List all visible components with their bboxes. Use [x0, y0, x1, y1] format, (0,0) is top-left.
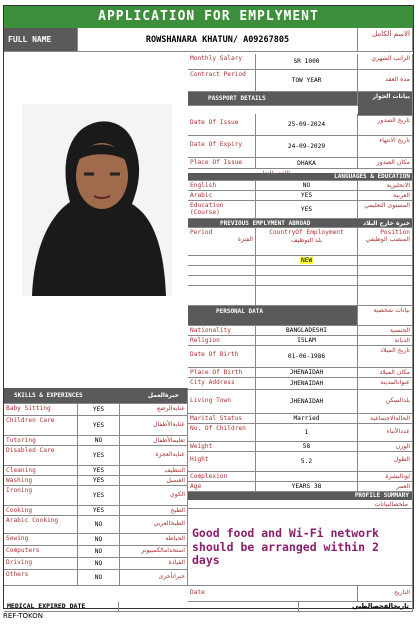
skill-value: YES: [78, 416, 120, 436]
dob-value: 01-06-1986: [256, 346, 358, 368]
country-label: CountryOf Employment: [269, 229, 344, 236]
city-label: City Address: [188, 378, 256, 390]
arabic-label: Arabic: [188, 191, 256, 201]
children-label: No. Of Children: [188, 424, 256, 442]
country-col: [256, 228, 358, 256]
applicant-photo: [22, 104, 172, 296]
skill-label: Cleaning: [4, 466, 78, 476]
contract-value: TOW YEAR: [256, 70, 358, 92]
height-arabic: الطول: [358, 452, 413, 472]
skill-label: Sewing: [4, 534, 78, 546]
medical-expired-arabic: تاريخالفحصالطبي: [299, 602, 413, 612]
skill-label: Arabic Cooking: [4, 516, 78, 534]
nationality-label: Nationality: [188, 326, 256, 336]
living-arabic: بلدالسكن: [358, 390, 413, 414]
skill-arabic: الغسيل: [120, 476, 188, 486]
prev-header-text: PREVIOUS EMPLYMENT ABROAD: [220, 220, 311, 227]
prev-empty-1: [188, 266, 256, 276]
skill-label: Computers: [4, 546, 78, 558]
issue-date-value: 25-09-2024: [256, 114, 358, 136]
skill-label: Tutoring: [4, 436, 78, 446]
complexion-label: Complexion: [188, 472, 256, 482]
personal-header: PERSONAL DATA: [188, 306, 358, 326]
pob-value: JHENAIDAH: [256, 368, 358, 378]
marital-arabic: الحالةالاجتماعية: [358, 414, 413, 424]
skill-arabic: عنايةالأطفال: [120, 416, 188, 436]
expiry-date-label: Date Of Expiry: [188, 136, 256, 158]
skill-value: YES: [78, 466, 120, 476]
marital-value: Married: [256, 414, 358, 424]
country-arabic: بلد التوظيف: [291, 237, 322, 244]
issue-date-arabic: تاريخ الصدور: [358, 116, 413, 136]
skill-arabic: القيادة: [120, 558, 188, 570]
english-arabic: الانجليزية: [358, 181, 413, 191]
period-col: [188, 228, 256, 256]
profile-note: Good food and Wi-Fi network should be arranged within 2 days: [192, 526, 379, 567]
salary-value: SR 1000: [256, 54, 358, 70]
skill-value: YES: [78, 404, 120, 416]
medical-expired-label: MEDICAL EXPIRED DATE: [4, 602, 119, 612]
full-name-value: ROWSHANARA KHATUN/ A09267805: [78, 28, 358, 52]
skill-label: Others: [4, 570, 78, 586]
prev-row-country: [256, 256, 358, 266]
personal-header-arabic: بيانات شخصية: [358, 306, 413, 326]
salary-label: Monthly Salary: [188, 54, 256, 70]
religion-arabic: الديانة: [358, 336, 413, 346]
skill-value: YES: [78, 476, 120, 486]
height-label: Hight: [188, 452, 256, 472]
expiry-date-arabic: تاريخ الانتهاء: [358, 136, 413, 158]
skill-arabic: الطبخالعربي: [120, 516, 188, 534]
english-label: English: [188, 181, 256, 191]
skill-value: NO: [78, 516, 120, 534]
weight-label: Weight: [188, 442, 256, 452]
prev-row-position: [358, 256, 413, 266]
english-value: NO: [256, 181, 358, 191]
issue-date-label: Date Of Issue: [188, 114, 256, 136]
prev-empty-3: [358, 266, 413, 276]
skills-header-text: SKILLS & EXPERINCES: [14, 392, 83, 399]
prev-empty-6: [358, 276, 413, 286]
nationality-arabic: الجنسية: [358, 326, 413, 336]
medical-expired-value: [119, 602, 299, 612]
position-col: [358, 228, 413, 256]
prev-empty-4: [188, 276, 256, 286]
passport-header-arabic: بيانات الجواز: [358, 92, 413, 116]
place-issue-label: Place Of Issue: [188, 158, 256, 169]
city-value: JHENAIDAH: [256, 378, 358, 390]
complexion-value: [256, 472, 358, 482]
weight-arabic: الوزن: [358, 442, 413, 452]
skill-value: NO: [78, 534, 120, 546]
religion-label: Religion: [188, 336, 256, 346]
skills-header: [4, 388, 188, 404]
prev-row-period: [188, 256, 256, 266]
date-label: Date: [188, 586, 358, 602]
education-arabic: المستوى التعليمي: [358, 201, 413, 219]
passport-header: PASSPORT DETAILS: [188, 92, 358, 106]
new-highlight: NEW: [301, 257, 313, 264]
skill-arabic: خبراتأخرى: [120, 570, 188, 586]
skill-arabic: الطبخ: [120, 506, 188, 516]
full-name-label: FULL NAME: [4, 28, 78, 52]
education-value: YES: [256, 201, 358, 219]
profile-header-arabic: ملخصالبيانات: [374, 501, 408, 508]
complexion-arabic: لونالبشرة: [358, 472, 413, 482]
position-label: Position: [380, 229, 410, 236]
contract-label: Contract Period: [188, 70, 256, 92]
skill-label: Washing: [4, 476, 78, 486]
salary-arabic: الراتب الشهري: [358, 54, 413, 70]
skill-value: NO: [78, 546, 120, 558]
skill-value: NO: [78, 558, 120, 570]
prev-empty-5: [256, 276, 358, 286]
skill-arabic: عنايةالعجزة: [120, 446, 188, 466]
skill-label: Children Care: [4, 416, 78, 436]
period-arabic: الفترة: [237, 236, 253, 243]
skill-arabic: الكوي: [120, 486, 188, 506]
skill-label: Cooking: [4, 506, 78, 516]
period-label: Period: [190, 229, 213, 236]
skill-value: YES: [78, 446, 120, 466]
application-form: [3, 5, 414, 609]
skill-arabic: الخياطة: [120, 534, 188, 546]
dob-arabic: تاريخ الميلاد: [358, 346, 413, 368]
prev-empty-7: [188, 286, 256, 306]
children-value: 1: [256, 424, 358, 442]
position-arabic: المنصب الوظيفي: [365, 236, 410, 243]
living-value: JHENAIDAH: [256, 390, 358, 414]
expiry-date-value: 24-09-2029: [256, 136, 358, 158]
skill-arabic: استخدامالكمبيوتر: [120, 546, 188, 558]
age-label: Age: [188, 482, 256, 492]
pob-arabic: مكان الميلاد: [358, 368, 413, 378]
profile-header-text: PROFILE SUMMARY: [188, 492, 413, 500]
skill-arabic: تعليمالأطفال: [120, 436, 188, 446]
dob-label: Date Of Birth: [188, 346, 256, 368]
skill-value: NO: [78, 570, 120, 586]
skill-value: NO: [78, 436, 120, 446]
contract-arabic: مدة العقد: [358, 70, 413, 92]
skill-label: Disabled Care: [4, 446, 78, 466]
prev-empty-9: [358, 286, 413, 306]
full-name-arabic: الاسم الكامل: [358, 28, 413, 52]
skill-label: Driving: [4, 558, 78, 570]
skill-arabic: عنايةالرضع: [120, 404, 188, 416]
skill-value: YES: [78, 506, 120, 516]
place-issue-value: DHAKA: [256, 158, 358, 169]
date-arabic: التاريخ: [358, 586, 413, 602]
children-arabic: عددالأبناء: [358, 424, 413, 442]
nationality-value: BANGLADESHI: [256, 326, 358, 336]
age-value: YEARS 38: [256, 482, 358, 492]
skill-label: Ironing: [4, 486, 78, 506]
age-arabic: العمر: [358, 482, 413, 492]
prev-empty-8: [256, 286, 358, 306]
skills-header-arabic: خبرةالعمل: [147, 392, 179, 399]
height-value: 5.2: [256, 452, 358, 472]
religion-value: ISLAM: [256, 336, 358, 346]
pob-label: Place Of Birth: [188, 368, 256, 378]
marital-label: Marital Status: [188, 414, 256, 424]
skill-value: YES: [78, 486, 120, 506]
skill-label: Baby Sitting: [4, 404, 78, 416]
prev-empty-2: [256, 266, 358, 276]
city-arabic: عنوانالمدينة: [358, 378, 413, 390]
footer-ref: REF-TOKON: [3, 612, 43, 620]
prev-header-arabic: خبرة خارج البلاد: [363, 220, 410, 227]
arabic-arabic: العربية: [358, 191, 413, 201]
living-label: Living Town: [188, 390, 256, 414]
profile-box: [188, 509, 413, 586]
lang-header: LANGUAGES & EDUCATION: [188, 173, 413, 181]
place-issue-arabic: مكان الصدور: [358, 158, 413, 169]
form-title: APPLICATION FOR EMPLYMENT: [4, 6, 413, 28]
education-label: Education (Course): [188, 201, 256, 219]
skill-arabic: التنظيف: [120, 466, 188, 476]
weight-value: 58: [256, 442, 358, 452]
arabic-value: YES: [256, 191, 358, 201]
profile-header: [188, 492, 413, 509]
prev-employment-header: [188, 219, 413, 228]
